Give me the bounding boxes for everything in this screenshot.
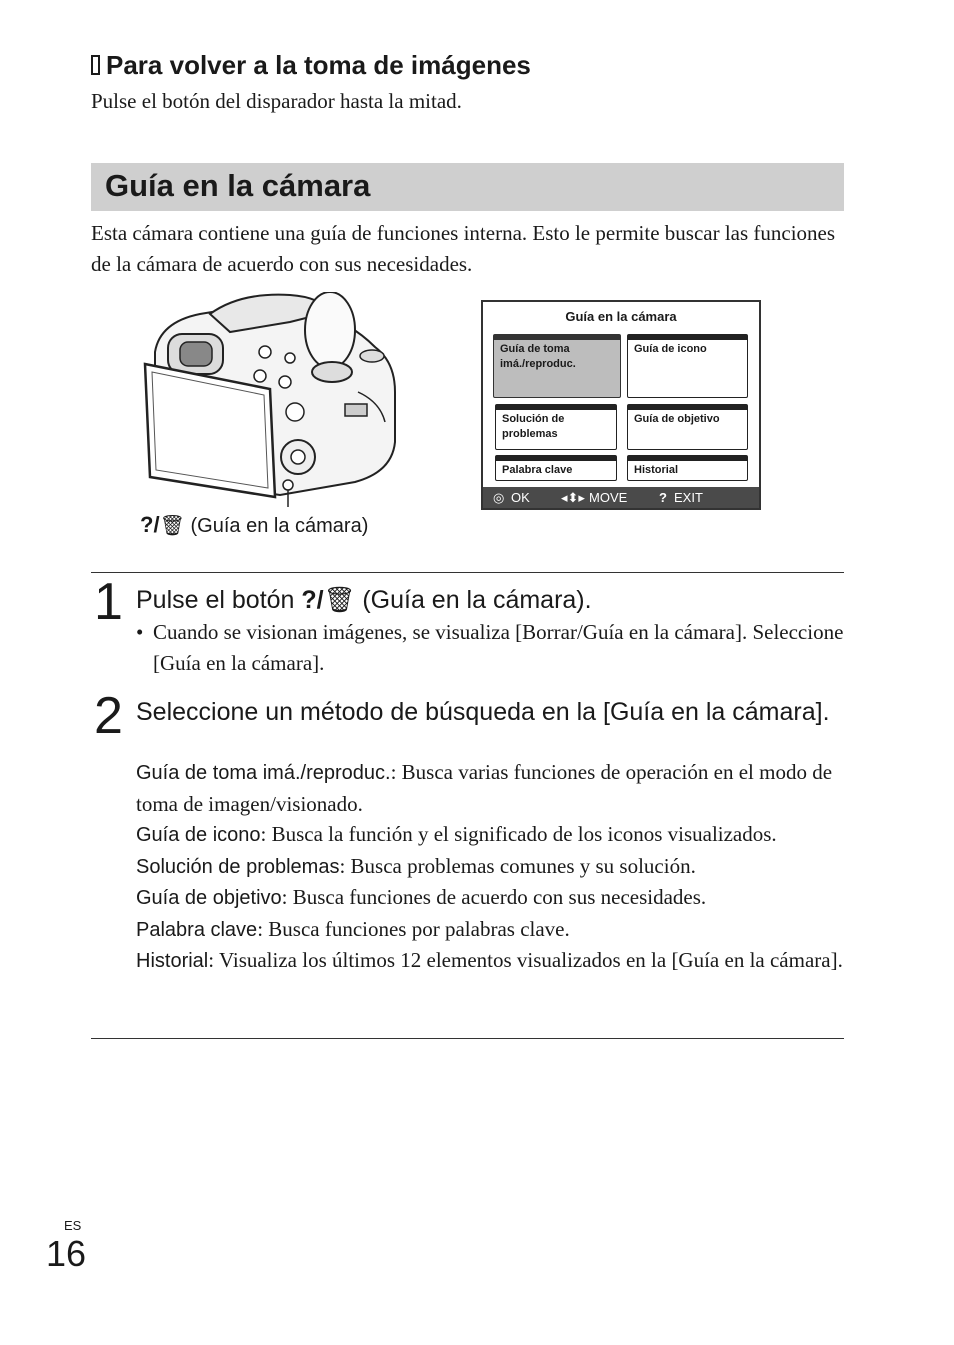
trash-icon: 🗑	[323, 586, 356, 614]
screen-option-troubleshooting[interactable]: Solución de problemas	[495, 404, 617, 450]
section-title: Guía en la cámara	[105, 168, 371, 203]
step-1-heading: Pulse el botón ?/🗑 (Guía en la cámara).	[136, 586, 592, 614]
list-item: Guía de toma imá./reproduc.: Busca varias funciones de operación en el modo de toma de imagen/visionado.	[136, 760, 833, 816]
screen-option-history[interactable]: Historial	[627, 455, 748, 481]
screen-option-keyword[interactable]: Palabra clave	[495, 455, 617, 481]
heading-marker-icon	[91, 55, 100, 75]
list-item: Guía de objetivo: Busca funciones de acuerdo con sus necesidades.	[136, 885, 707, 909]
move-arrows-icon: ◂⬍▸	[561, 490, 585, 505]
help-trash-icon: ?/	[140, 512, 160, 537]
move-label: MOVE	[589, 490, 628, 505]
list-item: Historial: Visualiza los últimos 12 elementos visualizados en la [Guía en la cámara].	[136, 948, 843, 972]
help-icon: ?/	[301, 586, 324, 614]
camera-illustration	[140, 292, 405, 507]
trash-icon: 🗑	[159, 515, 185, 537]
screen-option-objective-guide[interactable]: Guía de objetivo	[627, 404, 748, 450]
screen-title: Guía en la cámara	[565, 309, 677, 324]
page-number: 16	[46, 1233, 87, 1274]
ok-label: OK	[511, 490, 530, 505]
steps-bottom-rule	[91, 1038, 844, 1039]
steps-top-rule	[91, 572, 844, 573]
step-number-1: 1	[94, 573, 123, 631]
camera-caption	[140, 512, 368, 538]
step-1-bullet: • Cuando se visionan imágenes, se visualiza [Borrar/Guía en la cámara]. Seleccione [Guía en la cámara].	[136, 617, 846, 679]
language-code: ES	[64, 1218, 82, 1233]
screen-footer	[483, 487, 759, 508]
search-method-list	[136, 757, 846, 977]
list-item: Guía de icono: Busca la función y el significado de los iconos visualizados.	[136, 822, 777, 846]
camera-guide-screen	[481, 300, 761, 510]
section-intro: Esta cámara contiene una guía de funciones interna. Esto le permite buscar las funciones de la cámara de acuerdo con sus necesidades.	[91, 221, 836, 276]
bullet-dot-icon: •	[136, 620, 144, 644]
step-number-2: 2	[94, 687, 123, 745]
list-item: Solución de problemas: Busca problemas comunes y su solución.	[136, 853, 696, 878]
help-icon: ?	[659, 490, 667, 505]
camera-caption-text: (Guía en la cámara)	[190, 515, 369, 537]
subsection-heading: Para volver a la toma de imágenes	[91, 50, 531, 81]
ok-control-icon: ◎	[493, 490, 505, 505]
list-item: Palabra clave: Busca funciones por palabras clave.	[136, 916, 570, 941]
screen-option-icon-guide[interactable]: Guía de icono	[627, 334, 748, 398]
exit-label: EXIT	[674, 490, 703, 505]
screen-option-shooting-guide[interactable]: Guía de toma imá./reproduc.	[493, 334, 621, 398]
step-2-heading: Seleccione un método de búsqueda en la [Guía en la cámara].	[136, 698, 830, 726]
subsection-body: Pulse el botón del disparador hasta la mitad.	[91, 89, 462, 113]
